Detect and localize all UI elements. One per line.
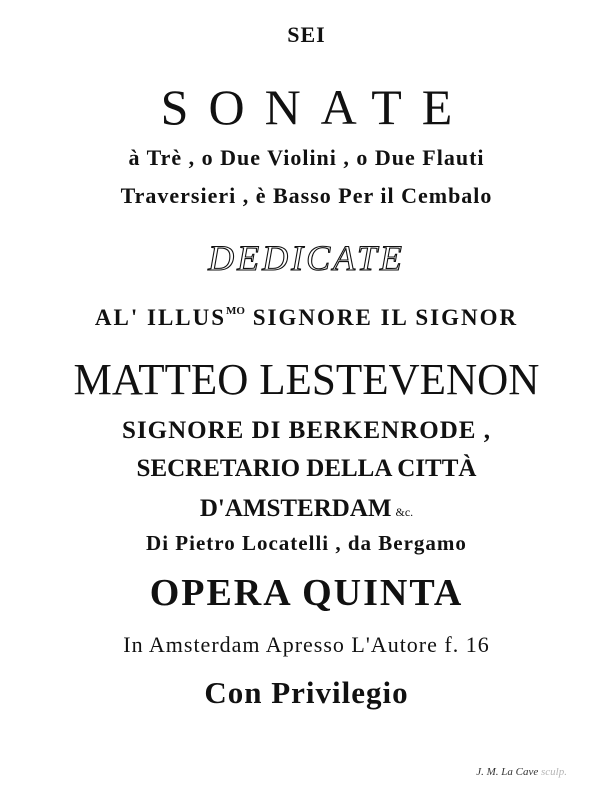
- dedicatee-title-1: SIGNORE DI BERKENRODE ,: [122, 417, 491, 444]
- instrumentation-line-2: Traversieri , è Basso Per il Cembalo: [120, 183, 493, 208]
- heading-sonate: SONATE: [160, 79, 473, 135]
- amsterdam-text: D'AMSTERDAM: [199, 495, 392, 522]
- etcetera-text: &c.: [395, 505, 414, 519]
- privilege-line: Con Privilegio: [204, 675, 409, 710]
- opus-heading: OPERA QUINTA: [149, 572, 464, 614]
- composer-line: Di Pietro Locatelli , da Bergamo: [146, 531, 467, 555]
- dedication-prefix: AL' ILLUS: [94, 305, 227, 330]
- dedicatee-name: MATTEO LESTEVENON: [73, 355, 540, 404]
- instrumentation-line-1: à Trè , o Due Violini , o Due Flauti: [128, 145, 485, 170]
- dedicate-heading: DEDICATE: [208, 238, 405, 278]
- engraver-suffix: sculp.: [541, 766, 567, 778]
- dedicatee-title-2: SECRETARIO DELLA CITTÀ: [136, 455, 477, 482]
- dedication-suffix: SIGNORE IL SIGNOR: [244, 305, 519, 330]
- engraver-signature: [476, 766, 567, 778]
- engraver-name: J. M. La Cave: [476, 766, 539, 778]
- heading-sei: SEI: [287, 22, 326, 47]
- dedicatee-title-3: [0, 496, 613, 521]
- imprint-line: In Amsterdam Apresso L'Autore f. 16: [123, 632, 490, 657]
- dedication-line: [0, 306, 613, 329]
- dedication-superscript: MO: [226, 305, 245, 318]
